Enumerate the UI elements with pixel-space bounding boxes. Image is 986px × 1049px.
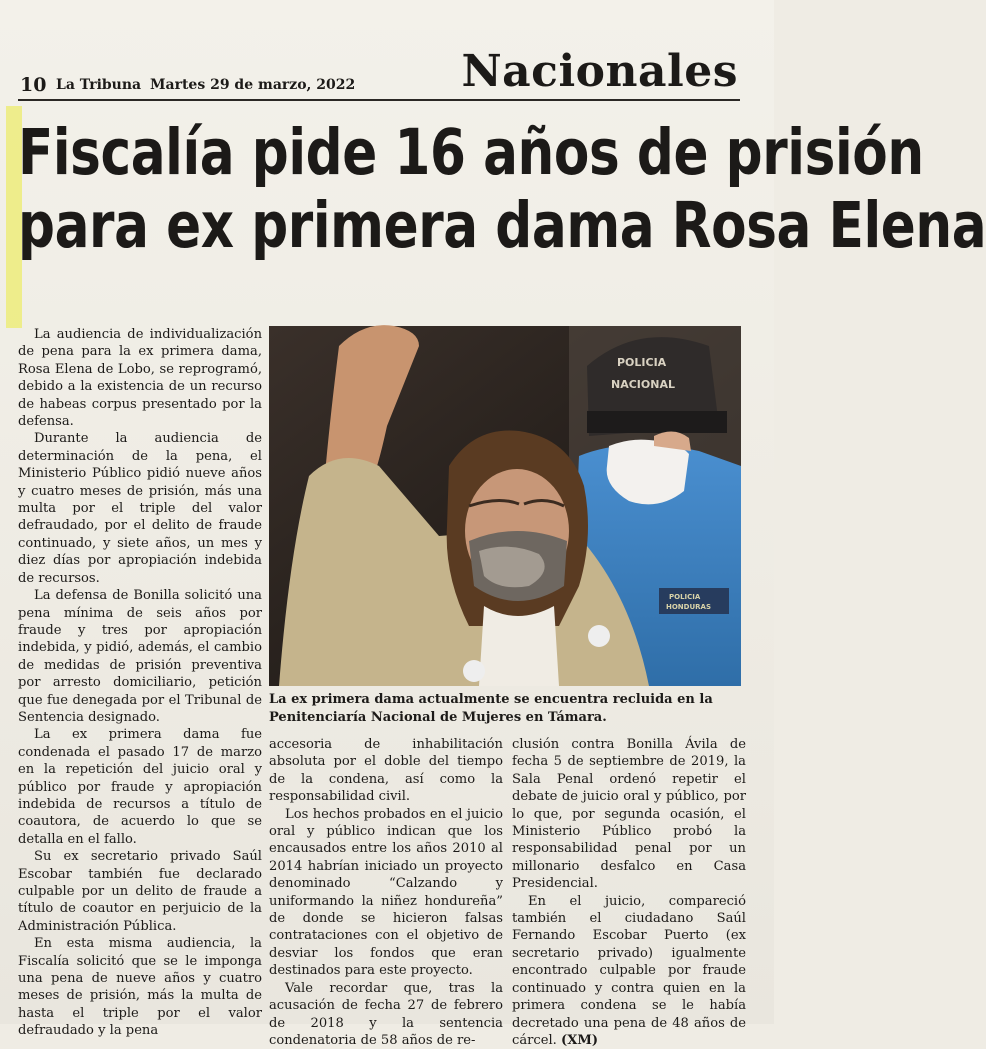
paragraph: Los hechos probados en el juicio oral y público indican que los encausados entre los años 2010 al 2014 habrían iniciado un proyecto denominado “Calzando y uniformando la niñez hondureña” de donde se hicieron falsas contrataciones con el objetivo de desviar los fondos que eran destinados para este proyecto.: [269, 806, 503, 979]
paragraph: La ex primera dama fue condenada el pasado 17 de marzo en la repetición del juicio oral y público por fraude y apropiación indebida de recursos a título de coautora, de acuerdo lo que se detalla en el fallo.: [18, 727, 262, 847]
cap-badge-text-2: NACIONAL: [611, 378, 675, 391]
article-column-2: [269, 736, 503, 1049]
photo-caption: La ex primera dama actualmente se encuentra recluida en la Penitenciaría Nacional de Mujeres en Támara.: [269, 692, 713, 725]
paragraph: La audiencia de individualización de pena para la ex primera dama, Rosa Elena de Lobo, se reprogramó, debido a la existencia de un recurso de habeas corpus presentado por la defensa.: [18, 327, 262, 430]
headline-line-2: para ex primera dama Rosa Elena: [18, 189, 986, 262]
paragraph: La defensa de Bonilla solicitó una pena mínima de seis años por fraude y tres por apropiación indebida, y pidió, además, el cambio de medidas de prisión preventiva por arresto domiciliario, petición que fue denegada por el Tribunal de Sentencia designado.: [18, 588, 262, 725]
paragraph: accesoria de inhabilitación absoluta por el doble del tiempo de la condena, así como la responsabilidad civil.: [269, 737, 503, 805]
section-title: Nacionales: [461, 46, 738, 97]
paper-name: La Tribuna: [56, 77, 142, 93]
headline: [18, 116, 986, 262]
paragraph: clusión contra Bonilla Ávila de fecha 5 de septiembre de 2019, la Sala Penal ordenó repetir el debate de juicio oral y público, por lo que, por segunda ocasión, el Ministerio Público probó la responsabilidad penal por un millonario desfalco en Casa Presidencial.: [512, 737, 746, 892]
cap-badge-text-1: POLICIA: [617, 356, 667, 369]
paragraph: [512, 893, 746, 1049]
patch-text-1: POLICIA: [669, 593, 701, 601]
photo-illustration: [269, 326, 741, 686]
page-number: 10: [20, 74, 47, 96]
header-rule: [18, 99, 740, 101]
patch-text-2: HONDURAS: [666, 603, 712, 611]
issue-date: Martes 29 de marzo, 2022: [150, 77, 356, 93]
article-column-3: [512, 736, 746, 1049]
masthead: [18, 46, 740, 102]
news-photo: [269, 326, 741, 686]
author-signature: (XM): [561, 1032, 599, 1048]
paragraph: Vale recordar que, tras la acusación de fecha 27 de febrero de 2018 y la sentencia condenatoria de 58 años de re-: [269, 980, 503, 1048]
paragraph: Su ex secretario privado Saúl Escobar también fue declarado culpable por un delito de fraude a título de coautor en perjuicio de la Administración Pública.: [18, 849, 262, 934]
paragraph: En esta misma audiencia, la Fiscalía solicitó que se le imponga una pena de nueve años y cuatro meses de prisión, más la multa de hasta el triple por el valor defraudado y la pena: [18, 936, 262, 1039]
article-column-1: [18, 326, 262, 1040]
paragraph: Durante la audiencia de determinación de la pena, el Ministerio Público pidió nueve años y cuatro meses de prisión, más una multa por el triple del valor defraudado, por el delito de fraude continuado, y siete años, un mes y diez días por apropiación indebida de recursos.: [18, 431, 262, 586]
paragraph-text: En el juicio, compareció también el ciudadano Saúl Fernando Escobar Puerto (ex secretario privado) igualmente encontrado culpable por fraude continuado y contra quien en la primera condena se le había decretado una pena de 48 años de cárcel.: [512, 893, 746, 1048]
headline-line-1: Fiscalía pide 16 años de prisión: [18, 116, 924, 189]
